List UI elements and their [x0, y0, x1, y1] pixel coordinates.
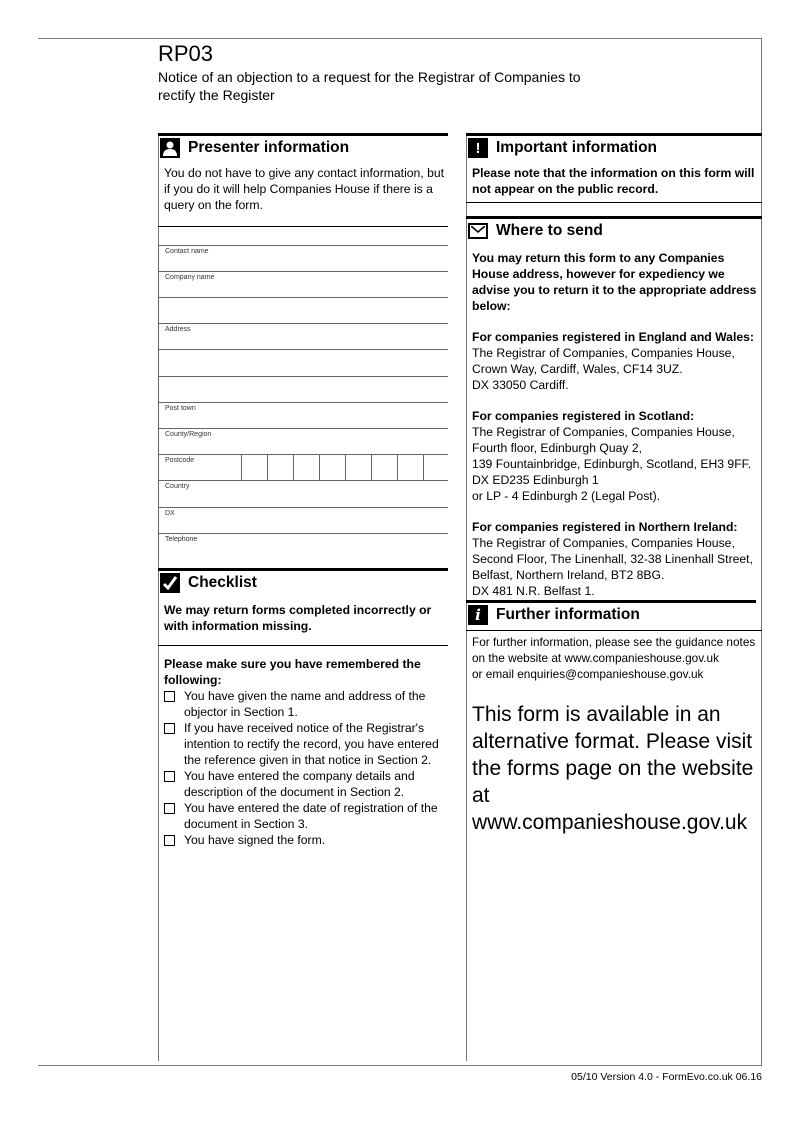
tick-icon: [160, 573, 180, 593]
company-name-label: Company name: [165, 274, 215, 281]
checkbox-icon[interactable]: [164, 803, 175, 814]
company-name-field-2[interactable]: [158, 297, 448, 323]
address-line: Belfast, Northern Ireland, BT2 8BG.: [472, 568, 665, 582]
top-rule: [38, 38, 762, 39]
checklist-item: [164, 832, 448, 848]
address-line: The Registrar of Companies, Companies House,: [472, 346, 735, 360]
telephone-field[interactable]: [158, 533, 448, 559]
address-label: Address: [165, 326, 191, 333]
bottom-rule: [38, 1065, 762, 1066]
where-header: [466, 216, 762, 243]
company-name-field[interactable]: [158, 271, 448, 297]
checklist-item-text: If you have received notice of the Registrar's intention to rectify the record, you have entered the reference given in that notice in Section 2.: [184, 721, 439, 767]
alt-format-notice: This form is available in an alternative format. Please visit the forms page on the website at www.companieshouse.gov.uk: [472, 703, 754, 834]
checklist-item-text: You have entered the company details and description of the document in Section 2.: [184, 769, 415, 799]
form-title: Notice of an objection to a request for the Registrar of Companies to rectify the Register: [158, 69, 581, 103]
info-icon: i: [468, 605, 488, 625]
important-heading: Important information: [496, 139, 658, 156]
contact-name-label: Contact name: [165, 248, 209, 255]
further-header: [466, 600, 756, 627]
middle-column-rule: [466, 133, 467, 1061]
post-town-field[interactable]: [158, 402, 448, 428]
address-line: Crown Way, Cardiff, Wales, CF14 3UZ.: [472, 362, 683, 376]
important-header: [466, 133, 762, 160]
address-line: 139 Fountainbridge, Edinburgh, Scotland, EH3 9FF.: [472, 457, 752, 471]
checkbox-icon[interactable]: [164, 835, 175, 846]
further-heading: Further information: [496, 606, 640, 623]
address-field-3[interactable]: [158, 376, 448, 402]
address-line: Fourth floor, Edinburgh Quay 2,: [472, 441, 643, 455]
contact-name-field[interactable]: [158, 245, 448, 271]
where-body: [472, 250, 762, 599]
address-field-2[interactable]: [158, 349, 448, 375]
checklist-heading: Checklist: [188, 574, 257, 591]
envelope-icon: [468, 223, 488, 239]
checklist-item-text: You have signed the form.: [184, 833, 326, 847]
important-text: Please note that the information on this form will not appear on the public record.: [466, 165, 762, 203]
address-line: DX 481 N.R. Belfast 1.: [472, 584, 595, 598]
further-line: or email enquiries@companieshouse.gov.uk: [472, 667, 704, 681]
checkbox-icon[interactable]: [164, 771, 175, 782]
presenter-header: [158, 133, 448, 160]
address-line: The Registrar of Companies, Companies House,: [472, 425, 735, 439]
further-rule: [466, 630, 762, 631]
further-line: For further information, please see the guidance notes: [472, 635, 756, 649]
exclamation-icon: !: [468, 138, 488, 158]
county-label: County/Region: [165, 431, 212, 438]
where-intro: You may return this form to any Companies House address, however for expediency we advise you to return it to the appropriate address below:: [472, 251, 757, 313]
where-heading: Where to send: [496, 222, 603, 239]
dx-field[interactable]: [158, 507, 448, 533]
address-line: DX 33050 Cardiff.: [472, 378, 569, 392]
footer-version: 05/10 Version 4.0 - FormEvo.co.uk 06.16: [571, 1071, 762, 1083]
checklist-item-text: You have entered the date of registration of the document in Section 3.: [184, 801, 438, 831]
checklist-item: [164, 688, 448, 720]
checklist-body: [164, 656, 448, 848]
address-title-ew: For companies registered in England and Wales:: [472, 330, 754, 344]
country-label: Country: [165, 483, 190, 490]
postcode-label: Postcode: [165, 457, 195, 464]
dx-label: DX: [165, 510, 175, 517]
presenter-intro: You do not have to give any contact information, but if you do it will help Companies House if there is a query on the form.: [158, 165, 448, 227]
checklist-item: [164, 720, 448, 768]
address-line: DX ED235 Edinburgh 1: [472, 473, 599, 487]
checkbox-icon[interactable]: [164, 691, 175, 702]
further-body: [472, 634, 762, 682]
postcode-field[interactable]: [158, 454, 448, 480]
county-field[interactable]: [158, 428, 448, 454]
checkbox-icon[interactable]: [164, 723, 175, 734]
checklist-item: [164, 768, 448, 800]
address-line: or LP - 4 Edinburgh 2 (Legal Post).: [472, 489, 661, 503]
telephone-label: Telephone: [165, 536, 198, 543]
post-town-label: Post town: [165, 405, 196, 412]
checklist-intro: Please make sure you have remembered the following:: [164, 657, 421, 687]
address-field[interactable]: [158, 323, 448, 349]
presenter-heading: Presenter information: [188, 139, 350, 156]
checklist-item-text: You have given the name and address of the objector in Section 1.: [184, 689, 426, 719]
checklist-warning: We may return forms completed incorrectly or with information missing.: [158, 602, 448, 646]
person-icon: [160, 138, 180, 158]
address-line: Second Floor, The Linenhall, 32-38 Linenhall Street,: [472, 552, 753, 566]
further-line: on the website at www.companieshouse.gov.uk: [472, 651, 720, 665]
address-title-scotland: For companies registered in Scotland:: [472, 409, 695, 423]
address-line: The Registrar of Companies, Companies House,: [472, 536, 735, 550]
address-title-ni: For companies registered in Northern Ireland:: [472, 520, 738, 534]
country-field[interactable]: [158, 480, 448, 506]
checklist-item: [164, 800, 448, 832]
checklist-header: [158, 568, 448, 595]
form-code: RP03: [158, 41, 214, 66]
